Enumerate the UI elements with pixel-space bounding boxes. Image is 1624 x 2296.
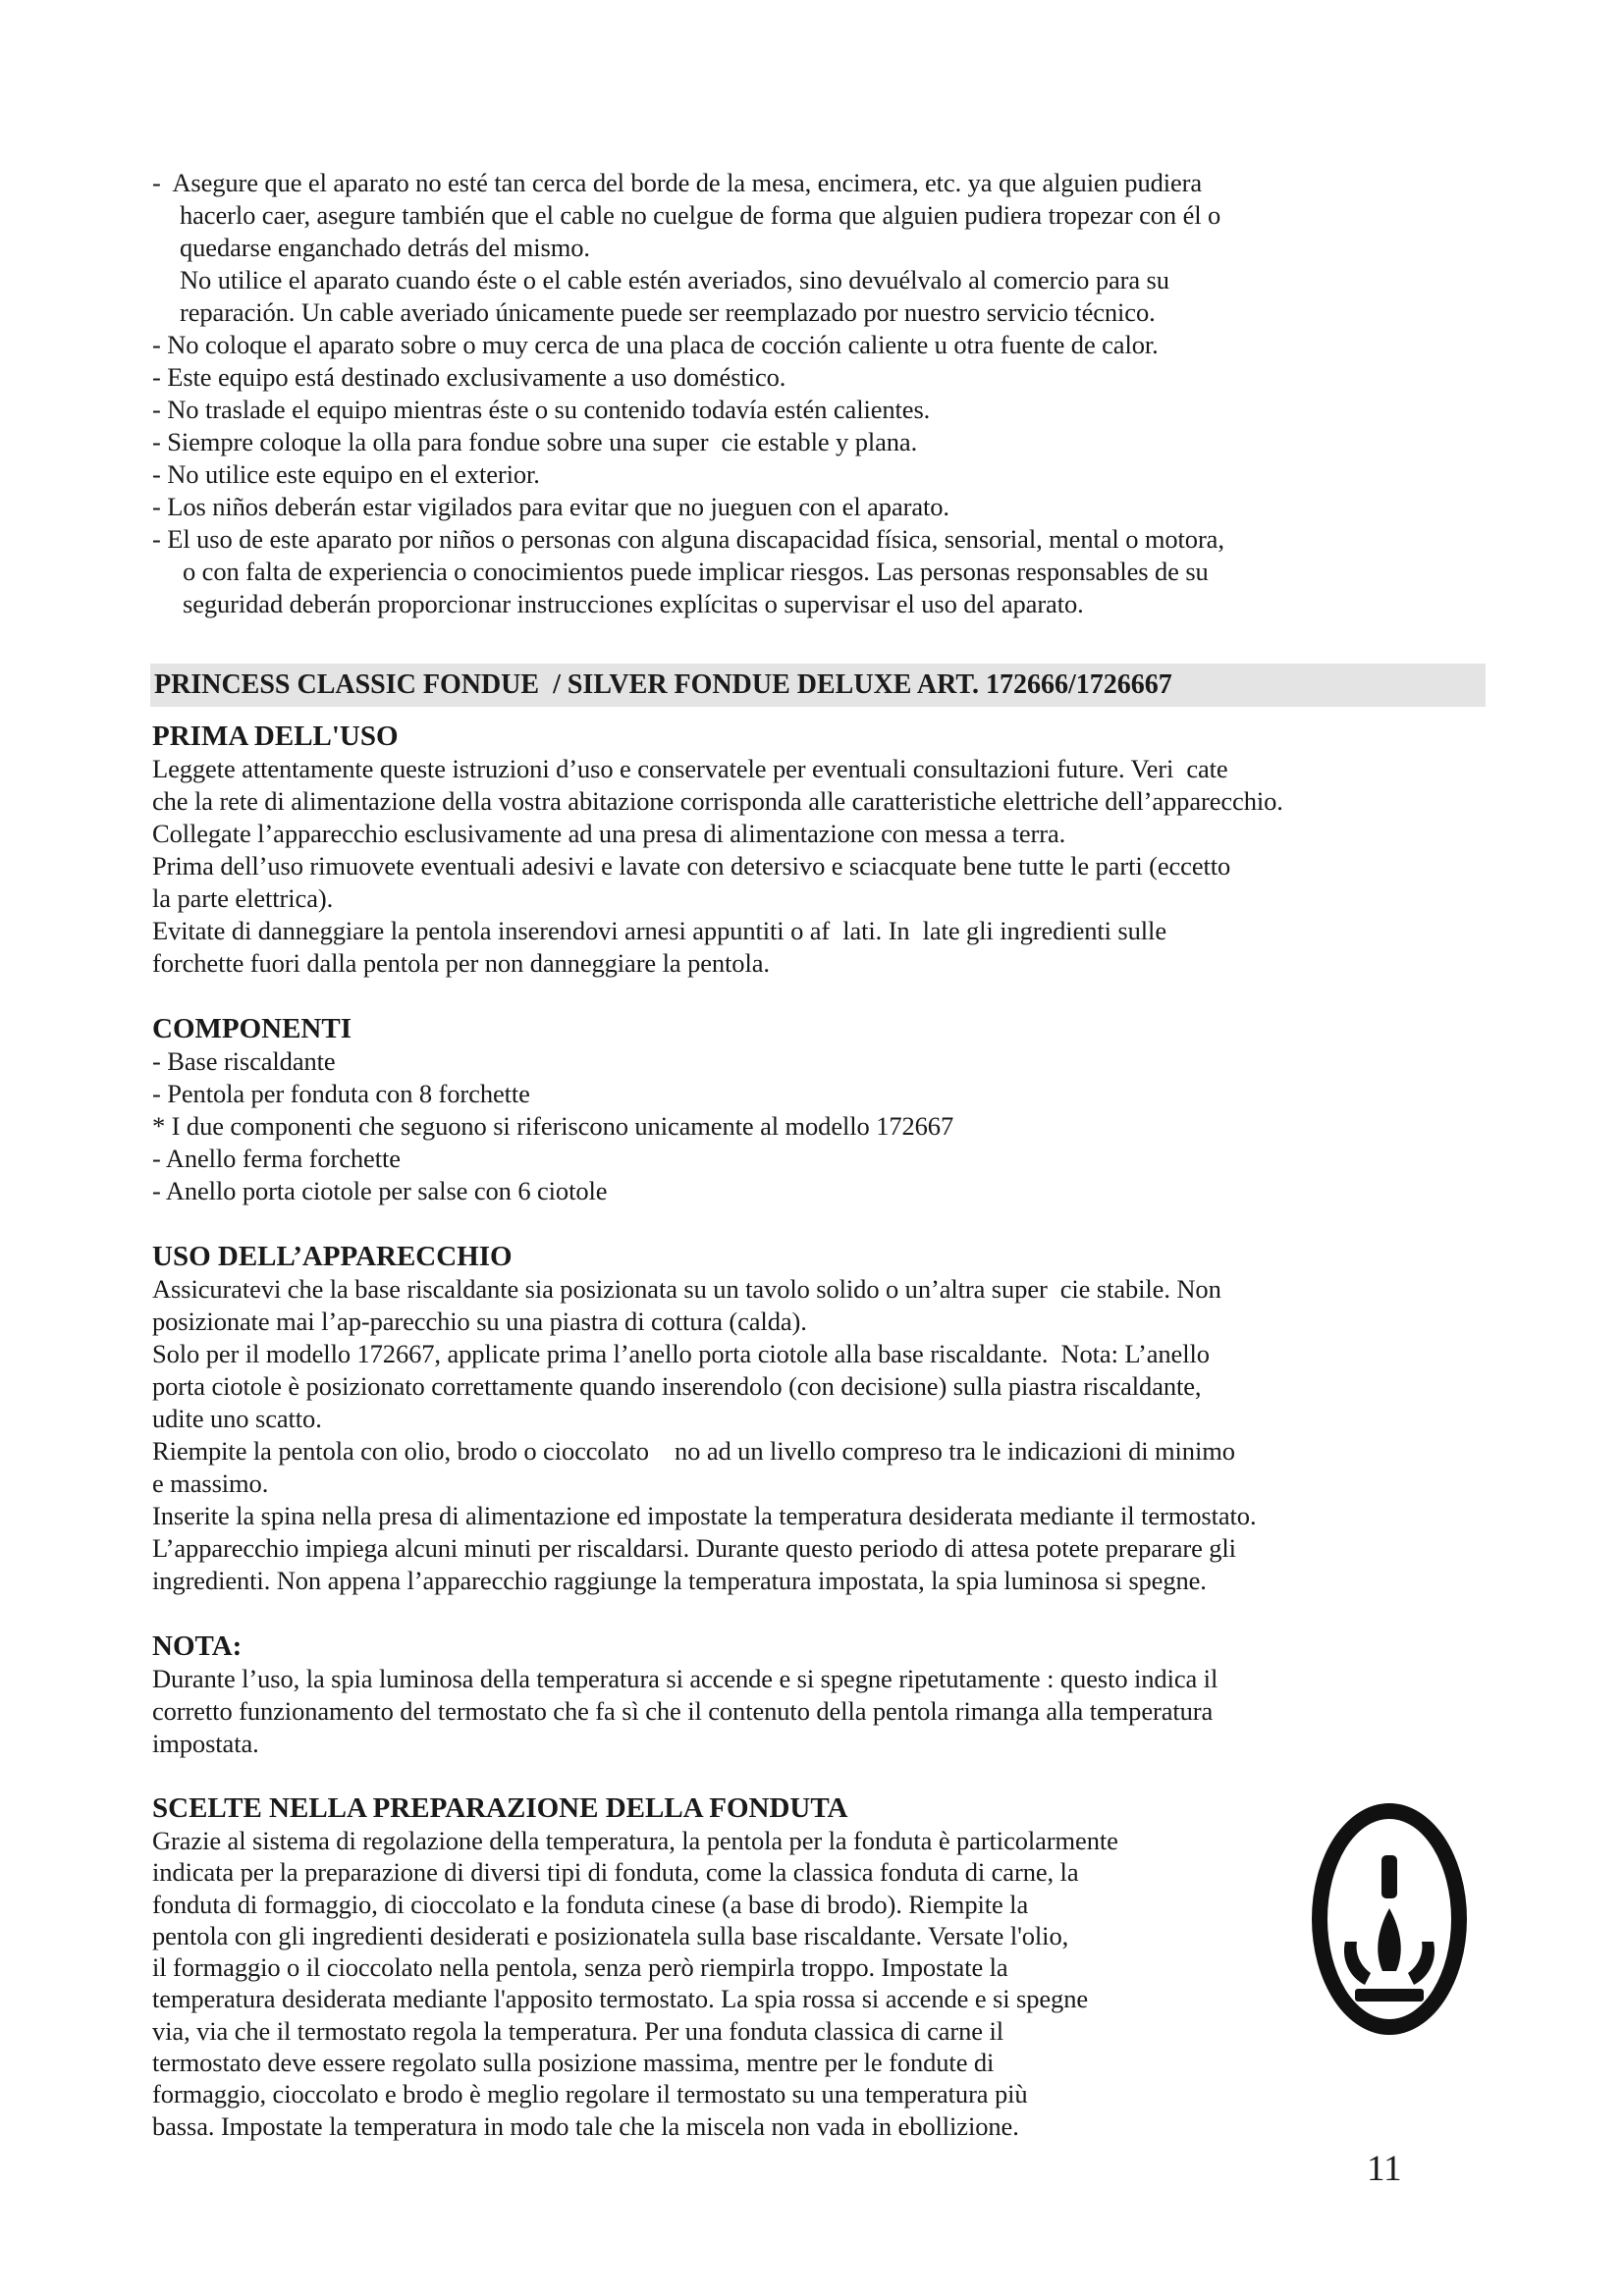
section-prima-uso bbox=[152, 720, 1488, 980]
section-componenti bbox=[152, 1012, 1488, 1207]
paragraph-line: il formaggio o il cioccolato nella pentola, senza però riempirla troppo. Impostate la bbox=[152, 1952, 1008, 1983]
paragraph-line: impostata. bbox=[152, 1729, 259, 1758]
safety-line: o con falta de experiencia o conocimientos puede implicar riesgos. Las personas responsables de su bbox=[183, 557, 1209, 586]
safety-line: - No traslade el equipo mientras éste o su contenido todavía estén calientes. bbox=[152, 395, 931, 424]
list-item: - Pentola per fonduta con 8 forchette bbox=[152, 1079, 530, 1108]
paragraph-line: formaggio, cioccolato e brodo è meglio regolare il termostato su una temperatura più bbox=[152, 2079, 1028, 2109]
paragraph-line: che la rete di alimentazione della vostra abitazione corrisponda alle caratteristiche elettriche dell’apparecchio. bbox=[152, 786, 1283, 816]
list-item: - Base riscaldante bbox=[152, 1046, 336, 1076]
paragraph-line: Grazie al sistema di regolazione della temperatura, la pentola per la fonduta è particolarmente bbox=[152, 1826, 1118, 1855]
paragraph-line: Prima dell’uso rimuovete eventuali adesivi e lavate con detersivo e sciacquate bene tutte le parti (eccetto bbox=[152, 851, 1231, 881]
paragraph-line: udite uno scatto. bbox=[152, 1404, 322, 1433]
paragraph-line: Inserite la spina nella presa di alimentazione ed impostate la temperatura desiderata mediante il termostato. bbox=[152, 1501, 1257, 1530]
safety-line: - No utilice este equipo en el exterior. bbox=[152, 459, 540, 489]
paragraph-line: Durante l’uso, la spia luminosa della temperatura si accende e si spegne ripetutamente : questo indica il bbox=[152, 1664, 1218, 1693]
list-item: - Anello ferma forchette bbox=[152, 1144, 401, 1173]
product-title-banner bbox=[150, 664, 1486, 707]
safety-line: - Asegure que el aparato no esté tan cerca del borde de la mesa, encimera, etc. ya que alguien pudiera bbox=[152, 168, 1203, 197]
safety-line: seguridad deberán proporcionar instrucciones explícitas o supervisar el uso del aparato. bbox=[183, 589, 1084, 618]
safety-line: No utilice el aparato cuando éste o el cable estén averiados, sino devuélvalo al comercio para su bbox=[180, 265, 1169, 294]
safety-instructions bbox=[152, 167, 1488, 620]
safety-line: - Este equipo está destinado exclusivamente a uso doméstico. bbox=[152, 362, 786, 392]
paragraph-line: Collegate l’apparecchio esclusivamente ad una presa di alimentazione con messa a terra. bbox=[152, 819, 1066, 848]
product-title: PRINCESS CLASSIC FONDUE / SILVER FONDUE DELUXE ART. 172666/1726667 bbox=[154, 669, 1172, 700]
list-item: - Anello porta ciotole per salse con 6 ciotole bbox=[152, 1176, 608, 1205]
thermostat-max-symbol-icon bbox=[1306, 1798, 1473, 2040]
safety-line: - No coloque el aparato sobre o muy cerca de una placa de cocción caliente u otra fuente de calor. bbox=[152, 330, 1159, 359]
safety-line: reparación. Un cable averiado únicamente puede ser reemplazado por nuestro servicio técnico. bbox=[180, 297, 1156, 327]
paragraph-line: forchette fuori dalla pentola per non danneggiare la pentola. bbox=[152, 948, 770, 978]
paragraph-line: la parte elettrica). bbox=[152, 883, 334, 913]
paragraph-line: L’apparecchio impiega alcuni minuti per riscaldarsi. Durante questo periodo di attesa potete preparare gli bbox=[152, 1533, 1236, 1563]
paragraph-line: via, via che il termostato regola la temperatura. Per una fonduta classica di carne il bbox=[152, 2015, 1004, 2046]
paragraph-line: Leggete attentamente queste istruzioni d’uso e conservatele per eventuali consultazioni future. Veri cate bbox=[152, 754, 1228, 783]
list-item: * I due componenti che seguono si riferiscono unicamente al modello 172667 bbox=[152, 1111, 954, 1141]
safety-line: - Los niños deberán estar vigilados para evitar que no jueguen con el aparato. bbox=[152, 492, 949, 521]
paragraph-line: e massimo. bbox=[152, 1468, 269, 1498]
paragraph-line: corretto funzionamento del termostato che fa sì che il contenuto della pentola rimanga alla temperatura bbox=[152, 1696, 1214, 1726]
section-heading: PRIMA DELL'USO bbox=[152, 721, 399, 752]
paragraph-line: ingredienti. Non appena l’apparecchio raggiunge la temperatura impostata, la spia luminosa si spegne. bbox=[152, 1566, 1207, 1595]
paragraph-line: bassa. Impostate la temperatura in modo tale che la miscela non vada in ebollizione. bbox=[152, 2110, 1019, 2141]
section-scelte bbox=[152, 1791, 1311, 2142]
paragraph-line: termostato deve essere regolato sulla posizione massima, mentre per le fondute di bbox=[152, 2048, 995, 2078]
paragraph-line: Evitate di danneggiare la pentola inserendovi arnesi appuntiti o af lati. In late gli ingredienti sulle bbox=[152, 916, 1166, 945]
paragraph-line: Assicuratevi che la base riscaldante sia posizionata su un tavolo solido o un’altra super cie stabile. Non bbox=[152, 1274, 1221, 1304]
section-uso bbox=[152, 1240, 1488, 1597]
section-heading: USO DELL’APPARECCHIO bbox=[152, 1241, 513, 1272]
safety-line: hacerlo caer, asegure también que el cable no cuelgue de forma que alguien pudiera tropezar con él o bbox=[180, 200, 1221, 230]
paragraph-line: posizionate mai l’ap-parecchio su una piastra di cottura (calda). bbox=[152, 1307, 807, 1336]
section-heading: COMPONENTI bbox=[152, 1013, 352, 1044]
page-number: 11 bbox=[1367, 2149, 1402, 2189]
safety-line: quedarse enganchado detrás del mismo. bbox=[180, 233, 590, 262]
section-heading: SCELTE NELLA PREPARAZIONE DELLA FONDUTA bbox=[152, 1792, 848, 1824]
paragraph-line: fonduta di formaggio, di cioccolato e la fonduta cinese (a base di brodo). Riempite la bbox=[152, 1889, 1029, 1919]
section-heading: NOTA: bbox=[152, 1630, 243, 1662]
safety-line: - Siempre coloque la olla para fondue sobre una super cie estable y plana. bbox=[152, 427, 918, 456]
paragraph-line: Riempite la pentola con olio, brodo o cioccolato no ad un livello compreso tra le indicazioni di minimo bbox=[152, 1436, 1235, 1466]
paragraph-line: porta ciotole è posizionato correttamente quando inserendolo (con decisione) sulla piastra riscaldante, bbox=[152, 1371, 1202, 1401]
paragraph-line: temperatura desiderata mediante l'apposito termostato. La spia rossa si accende e si spegne bbox=[152, 1984, 1089, 2014]
paragraph-line: indicata per la preparazione di diversi tipi di fonduta, come la classica fonduta di carne, la bbox=[152, 1857, 1079, 1888]
safety-line: - El uso de este aparato por niños o personas con alguna discapacidad física, sensorial, mental o motora, bbox=[152, 524, 1224, 554]
paragraph-line: pentola con gli ingredienti desiderati e posizionatela sulla base riscaldante. Versate l'olio, bbox=[152, 1920, 1069, 1950]
section-nota bbox=[152, 1629, 1488, 1760]
paragraph-line: Solo per il modello 172667, applicate prima l’anello porta ciotole alla base riscaldante. Nota: L’anello bbox=[152, 1339, 1210, 1368]
